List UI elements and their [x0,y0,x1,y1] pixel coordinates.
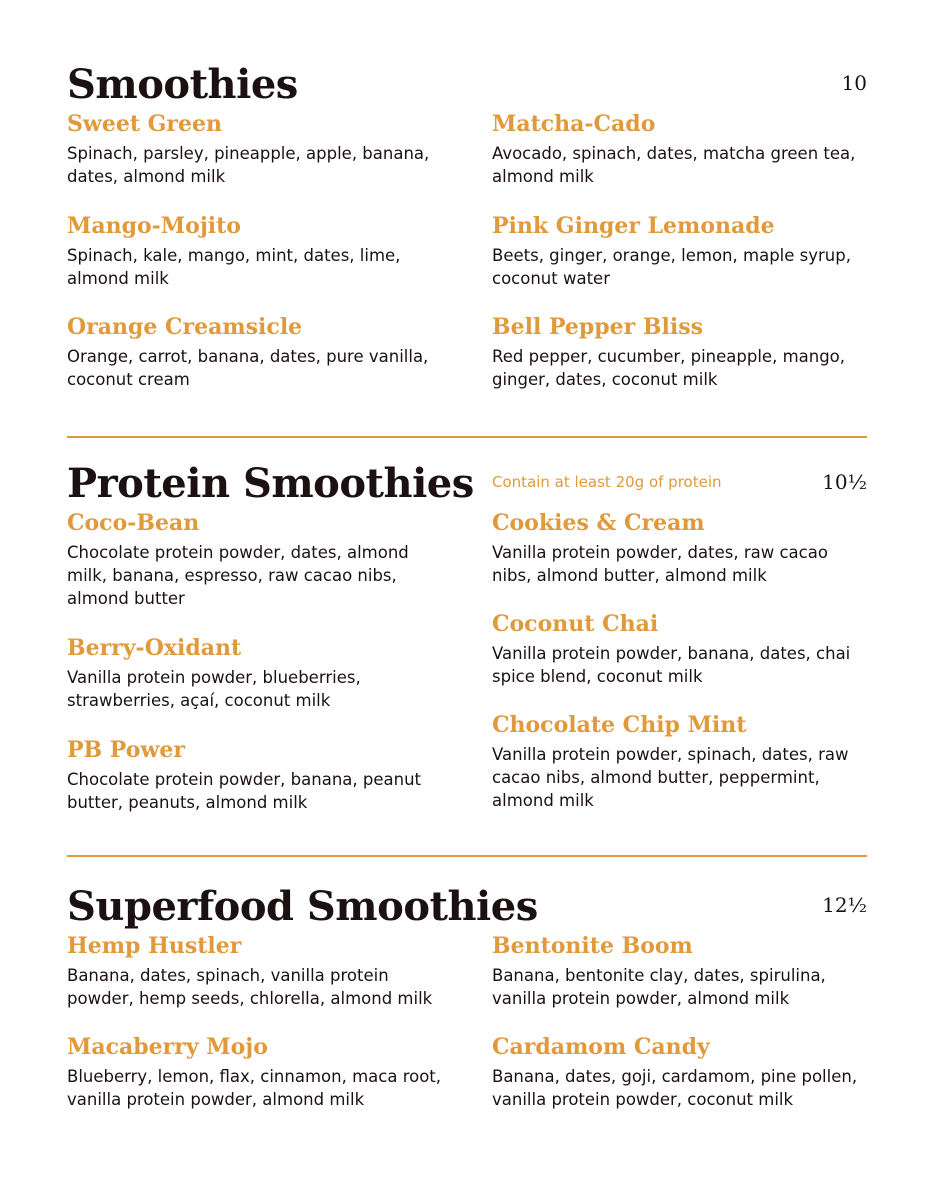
section-header [67,882,867,932]
menu-item [67,932,442,1010]
item-name: Pink Ginger Lemonade [492,213,775,239]
section-divider [67,855,867,857]
item-description: Vanilla protein powder, spinach, dates, raw cacao nibs, almond butter, peppermint, almond milk [492,745,849,810]
item-name: Hemp Hustler [67,933,242,959]
section-price: 10 [841,71,867,95]
item-description: Spinach, kale, mango, mint, dates, lime, almond milk [67,246,401,288]
item-name: Chocolate Chip Mint [492,712,747,738]
item-name: Sweet Green [67,111,223,137]
menu-item [492,711,867,812]
menu-item [492,212,867,290]
item-description: Banana, dates, goji, cardamom, pine pollen, vanilla protein powder, coconut milk [492,1067,858,1109]
section-title: Protein Smoothies [67,460,474,507]
item-description: Orange, carrot, banana, dates, pure vanilla, coconut cream [67,347,429,389]
item-description: Banana, dates, spinach, vanilla protein powder, hemp seeds, chlorella, almond milk [67,966,433,1008]
menu-item [67,313,442,391]
menu-item [67,1033,442,1111]
menu-item [67,509,442,610]
section-note: Contain at least 20g of protein [492,473,722,491]
section-price: 12½ [822,893,867,917]
item-description: Spinach, parsley, pineapple, apple, banana, dates, almond milk [67,144,430,186]
item-description: Blueberry, lemon, flax, cinnamon, maca root, vanilla protein powder, almond milk [67,1067,442,1109]
item-name: Bentonite Boom [492,933,693,959]
section-protein-smoothies [67,459,867,812]
item-name: Mango-Mojito [67,213,241,239]
item-description: Vanilla protein powder, banana, dates, chai spice blend, coconut milk [492,644,851,686]
section-title: Superfood Smoothies [67,883,538,930]
section-header [67,459,867,509]
section-smoothies [67,60,867,389]
item-name: PB Power [67,737,185,763]
item-name: Matcha-Cado [492,111,656,137]
menu-item [492,1033,867,1111]
section-price: 10½ [822,470,867,494]
menu-item [67,736,442,814]
menu-item [492,313,867,391]
item-name: Coconut Chai [492,611,659,637]
item-description: Vanilla protein powder, blueberries, strawberries, açaí, coconut milk [67,668,361,710]
item-description: Vanilla protein powder, dates, raw cacao nibs, almond butter, almond milk [492,543,828,585]
item-description: Red pepper, cucumber, pineapple, mango, ginger, dates, coconut milk [492,347,846,389]
menu-item [492,932,867,1010]
section-divider [67,436,867,438]
item-name: Berry-Oxidant [67,635,242,661]
item-description: Beets, ginger, orange, lemon, maple syrup, coconut water [492,246,851,288]
item-name: Orange Creamsicle [67,314,303,340]
section-title: Smoothies [67,61,298,108]
menu-item [67,634,442,712]
item-name: Bell Pepper Bliss [492,314,704,340]
menu-item [492,610,867,688]
item-name: Coco-Bean [67,510,200,536]
item-description: Chocolate protein powder, banana, peanut butter, peanuts, almond milk [67,770,421,812]
section-superfood-smoothies [67,882,867,1109]
item-name: Cardamom Candy [492,1034,710,1060]
menu-item [67,110,442,188]
item-description: Avocado, spinach, dates, matcha green tea, almond milk [492,144,856,186]
menu-item [492,509,867,587]
section-header [67,60,867,110]
item-name: Macaberry Mojo [67,1034,268,1060]
menu-item [67,212,442,290]
item-name: Cookies & Cream [492,510,705,536]
item-description: Banana, bentonite clay, dates, spirulina, vanilla protein powder, almond milk [492,966,826,1008]
item-description: Chocolate protein powder, dates, almond milk, banana, espresso, raw cacao nibs, almond butter [67,543,409,608]
menu-item [492,110,867,188]
